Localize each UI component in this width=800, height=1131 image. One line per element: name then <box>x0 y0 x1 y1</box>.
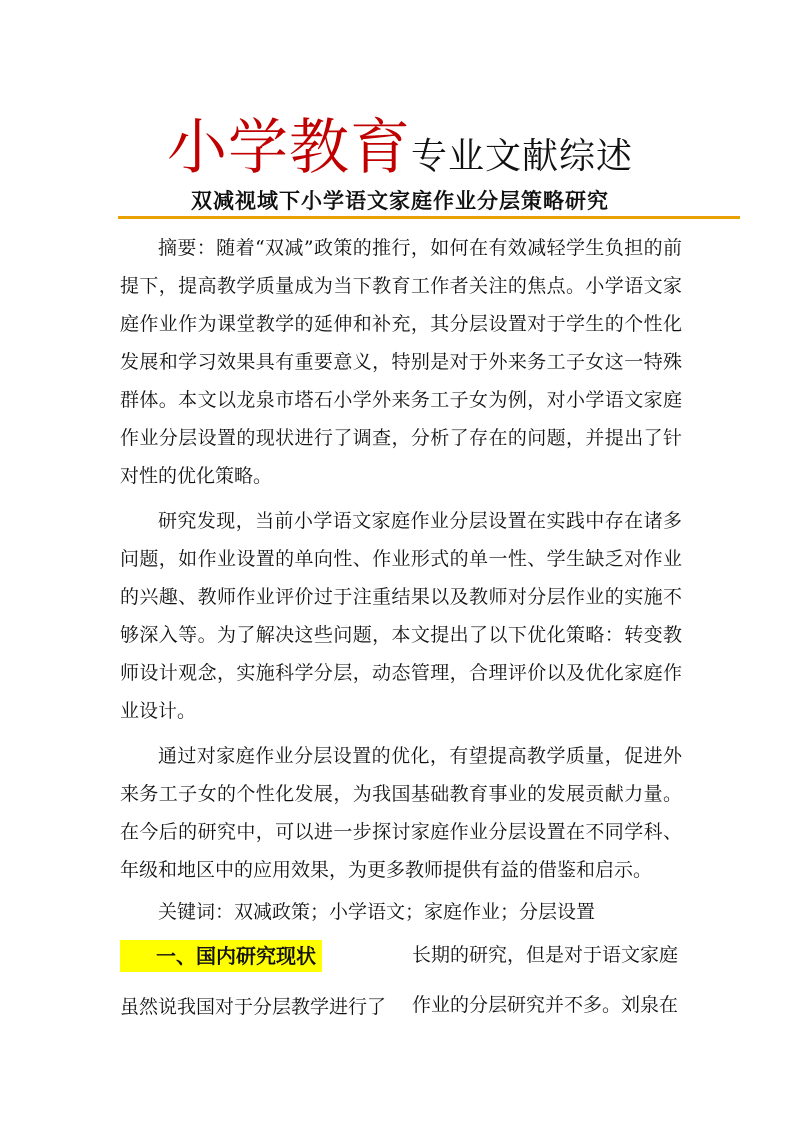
keywords-line: 关键词：双减政策；小学语文；家庭作业；分层设置 <box>158 901 596 923</box>
column-text-line: 虽然说我国对于分层教学进行了 <box>120 996 387 1018</box>
masthead-title-small: 专业文献综述 <box>410 136 633 177</box>
left-column <box>120 940 400 1019</box>
abstract-paragraph: 摘要：随着“双减”政策的推行，如何在有效减轻学生负担的前提下，提高教学质量成为当下教育工作者关注的焦点。小学语文家庭作业作为课堂教学的延伸和补充，其分层设置对于学生的个性化发展和学习效果具有重要意义，特别是对于外来务工子女这一特殊群体。本文以龙泉市塔石小学外来务工子女为例，对小学语文家庭作业分层设置的现状进行了调查，分析了存在的问题，并提出了针对性的优化策略。 <box>120 237 682 487</box>
header-divider <box>118 216 740 219</box>
right-column <box>412 940 682 1040</box>
paper-title: 双减视域下小学语文家庭作业分层策略研究 <box>191 189 609 213</box>
column-text-line: 长期的研究，但是对于语文家庭 <box>412 944 679 966</box>
masthead <box>0 100 800 186</box>
masthead-title-large: 小学教育 <box>166 113 411 183</box>
section-heading: 一、国内研究现状 <box>120 940 322 972</box>
column-text-line: 作业的分层研究并不多。刘泉在 <box>412 994 679 1016</box>
abstract-body <box>120 229 682 896</box>
abstract-paragraph: 通过对家庭作业分层设置的优化，有望提高教学质量，促进外来务工子女的个性化发展，为我国基础教育事业的发展贡献力量。在今后的研究中，可以进一步探讨家庭作业分层设置在不同学科、年级和地区中的应用效果，为更多教师提供有益的借鉴和启示。 <box>120 745 682 881</box>
abstract-paragraph: 研究发现，当前小学语文家庭作业分层设置在实践中存在诸多问题，如作业设置的单向性、作业形式的单一性、学生缺乏对作业的兴趣、教师作业评价过于注重结果以及教师对分层作业的实施不够深入等。为了解决这些问题，本文提出了以下优化策略：转变教师设计观念，实施科学分层，动态管理，合理评价以及优化家庭作业设计。 <box>120 510 682 722</box>
